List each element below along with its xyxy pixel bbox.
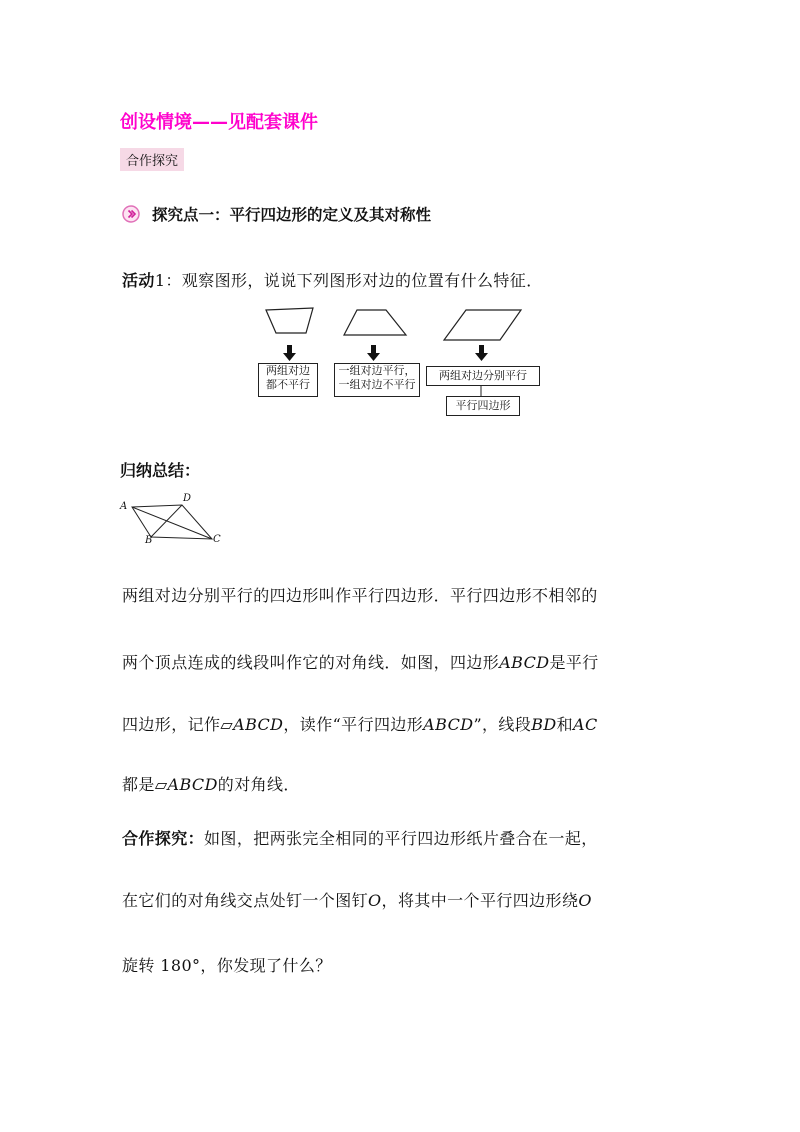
vertex-label-c: C: [213, 534, 221, 545]
activity-label: 活动: [122, 271, 155, 290]
page-heading: 创设情境——见配套课件: [120, 112, 318, 133]
box-parallelogram: 平行四边形: [446, 396, 520, 416]
activity-text: ：观察图形，说说下列图形对边的位置有什么特征．: [165, 271, 543, 290]
vertex-label-b: B: [145, 535, 153, 546]
quadrilateral-figure: [256, 300, 546, 425]
activity-line: [122, 268, 543, 291]
section-title: 探究点一：平行四边形的定义及其对称性: [152, 206, 432, 224]
diagonal-bd: [151, 505, 182, 537]
coop-line-3: 旋转 180°，你发现了什么？: [122, 956, 332, 975]
parallelogram: [444, 310, 521, 340]
parallelogram-abcd-diagram: [118, 493, 228, 548]
diagonal-ac: [132, 507, 212, 539]
box-two-parallel: 两组对边分别平行: [426, 366, 540, 386]
summary-label: 归纳总结：: [120, 461, 201, 480]
irregular-quadrilateral: [266, 308, 313, 333]
coop-line-1: 合作探究：如图，把两张完全相同的平行四边形纸片叠合在一起，: [122, 829, 598, 848]
vertex-label-d: D: [183, 493, 192, 504]
trapezoid: [344, 310, 406, 335]
down-arrows: [283, 345, 488, 361]
section-tag: 合作探究: [120, 148, 184, 171]
definition-line-3: 四边形，记作▱ABCD，读作“平行四边形ABCD”，线段BD和AC: [122, 715, 598, 734]
box-one-parallel: 一组对边平行， 一组对边不平行: [334, 363, 420, 397]
chevron-circle-icon: [120, 203, 142, 225]
definition-line-2: 两个顶点连成的线段叫作它的对角线．如图，四边形ABCD是平行: [122, 653, 599, 672]
definition-line-4: 都是▱ABCD的对角线．: [122, 775, 300, 794]
section-header: [120, 203, 431, 225]
box-no-parallel: 两组对边 都不平行: [258, 363, 318, 397]
coop-label: 合作探究：: [122, 829, 205, 848]
coop-line-2: 在它们的对角线交点处钉一个图钉O，将其中一个平行四边形绕O: [122, 891, 592, 910]
vertex-label-a: A: [120, 501, 128, 512]
definition-line-1: 两组对边分别平行的四边形叫作平行四边形．平行四边形不相邻的: [122, 586, 598, 605]
activity-number: 1: [154, 271, 166, 290]
